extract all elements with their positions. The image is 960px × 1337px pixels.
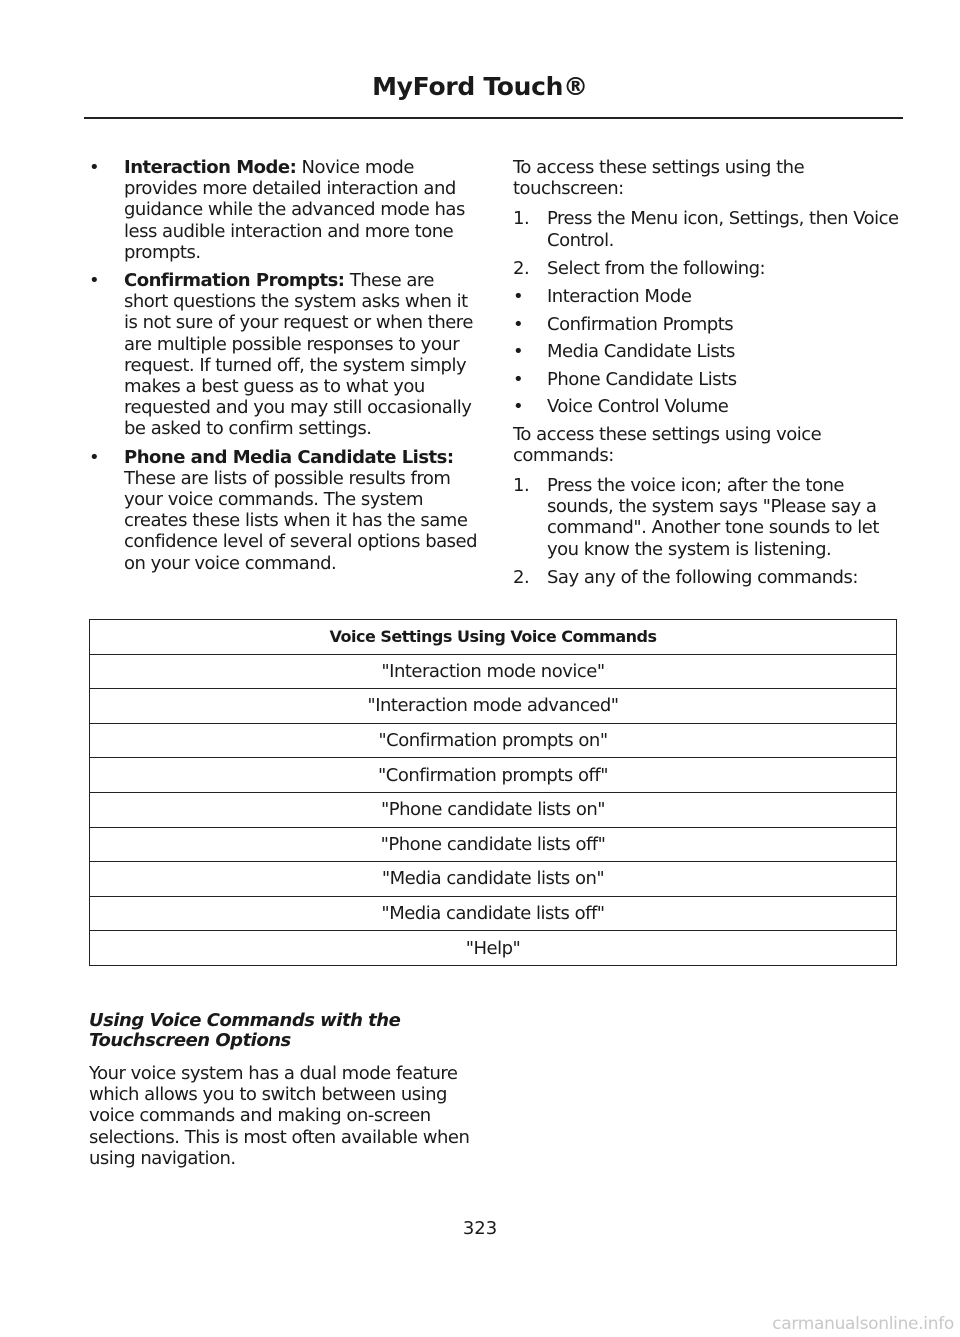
touchscreen-intro: To access these settings using the touchscreen: bbox=[513, 157, 805, 200]
table-cell: "Help" bbox=[90, 931, 897, 966]
bullet-marker: • bbox=[513, 341, 524, 363]
bullet-marker: • bbox=[513, 396, 524, 418]
left-column bbox=[89, 157, 481, 581]
voice-intro: To access these settings using voice commands: bbox=[513, 423, 822, 466]
option-text: Interaction Mode bbox=[547, 286, 692, 308]
section-heading: Using Voice Commands with the Touchscreen Options bbox=[89, 1010, 401, 1051]
option-item bbox=[513, 314, 905, 335]
option-item bbox=[513, 369, 905, 390]
bullet-text: Novice mode provides more detailed interaction and guidance while the advanced mode has less audible interaction and more tone prompts. bbox=[124, 157, 465, 263]
step-text: Press the voice icon; after the tone sounds, the system says "Please say a command". Another tone sounds to let you know the system is listening. bbox=[547, 474, 879, 560]
table-row bbox=[90, 792, 897, 827]
option-item bbox=[513, 286, 905, 307]
touch-step bbox=[513, 208, 905, 250]
table-cell: "Interaction mode novice" bbox=[90, 654, 897, 689]
bullet-marker: • bbox=[89, 157, 100, 178]
bullet-term: Confirmation Prompts: bbox=[124, 270, 345, 292]
header-divider bbox=[84, 117, 903, 119]
table-cell: "Confirmation prompts on" bbox=[90, 723, 897, 758]
step-text: Select from the following: bbox=[547, 257, 766, 279]
bullet-marker: • bbox=[513, 286, 524, 308]
table-cell: "Media candidate lists on" bbox=[90, 862, 897, 897]
option-item bbox=[513, 341, 905, 362]
voice-step bbox=[513, 567, 905, 588]
bullet-text: These are short questions the system asks when it is not sure of your request or when there are multiple possible responses to your request. If turned off, the system simply makes a best guess as to what you requested and you may still occasionally be asked to confirm settings. bbox=[124, 270, 473, 440]
watermark-link[interactable]: carmanualsonline.info bbox=[772, 1314, 954, 1334]
step-text: Press the Menu icon, Settings, then Voice Control. bbox=[547, 208, 899, 251]
option-text: Media Candidate Lists bbox=[547, 341, 735, 363]
bullet-candidate-lists bbox=[89, 447, 481, 574]
table-header-row bbox=[90, 620, 897, 655]
option-text: Phone Candidate Lists bbox=[547, 368, 737, 390]
step-number: 1. bbox=[513, 474, 530, 496]
touch-step bbox=[513, 258, 905, 279]
table-header: Voice Settings Using Voice Commands bbox=[90, 620, 897, 655]
table-row bbox=[90, 758, 897, 793]
table-cell: "Confirmation prompts off" bbox=[90, 758, 897, 793]
table-cell: "Phone candidate lists on" bbox=[90, 792, 897, 827]
step-number: 1. bbox=[513, 208, 530, 230]
bullet-marker: • bbox=[513, 368, 524, 390]
table-row bbox=[90, 827, 897, 862]
step-text: Say any of the following commands: bbox=[547, 566, 858, 588]
bullet-text: These are lists of possible results from your voice commands. The system creates these lists when it has the same confidence level of several options based on your voice command. bbox=[124, 467, 478, 574]
table-cell: "Interaction mode advanced" bbox=[90, 689, 897, 724]
bullet-marker: • bbox=[89, 270, 100, 292]
table-row bbox=[90, 654, 897, 689]
option-text: Confirmation Prompts bbox=[547, 313, 734, 335]
table-cell: "Phone candidate lists off" bbox=[90, 827, 897, 862]
bullet-interaction-mode bbox=[89, 157, 481, 263]
option-item bbox=[513, 396, 905, 417]
table-row bbox=[90, 896, 897, 931]
bullet-term: Interaction Mode: bbox=[124, 157, 297, 178]
table-row bbox=[90, 723, 897, 758]
table-row bbox=[90, 689, 897, 724]
table-row bbox=[90, 862, 897, 897]
step-number: 2. bbox=[513, 257, 530, 279]
table-row bbox=[90, 931, 897, 966]
page-number: 323 bbox=[462, 1218, 498, 1239]
table-cell: "Media candidate lists off" bbox=[90, 896, 897, 931]
bullet-term: Phone and Media Candidate Lists: bbox=[124, 446, 454, 468]
section-body: Your voice system has a dual mode feature which allows you to switch between using voice commands and making on-screen selections. This is most often available when using navigation. bbox=[89, 1063, 470, 1169]
option-text: Voice Control Volume bbox=[547, 396, 729, 418]
step-number: 2. bbox=[513, 566, 530, 588]
bullet-confirmation-prompts bbox=[89, 270, 481, 440]
right-column bbox=[513, 157, 905, 595]
bullet-marker: • bbox=[513, 313, 524, 335]
voice-commands-table bbox=[89, 619, 897, 966]
voice-step bbox=[513, 475, 905, 560]
page-title: MyFord Touch® bbox=[372, 72, 588, 101]
bullet-marker: • bbox=[89, 446, 100, 468]
